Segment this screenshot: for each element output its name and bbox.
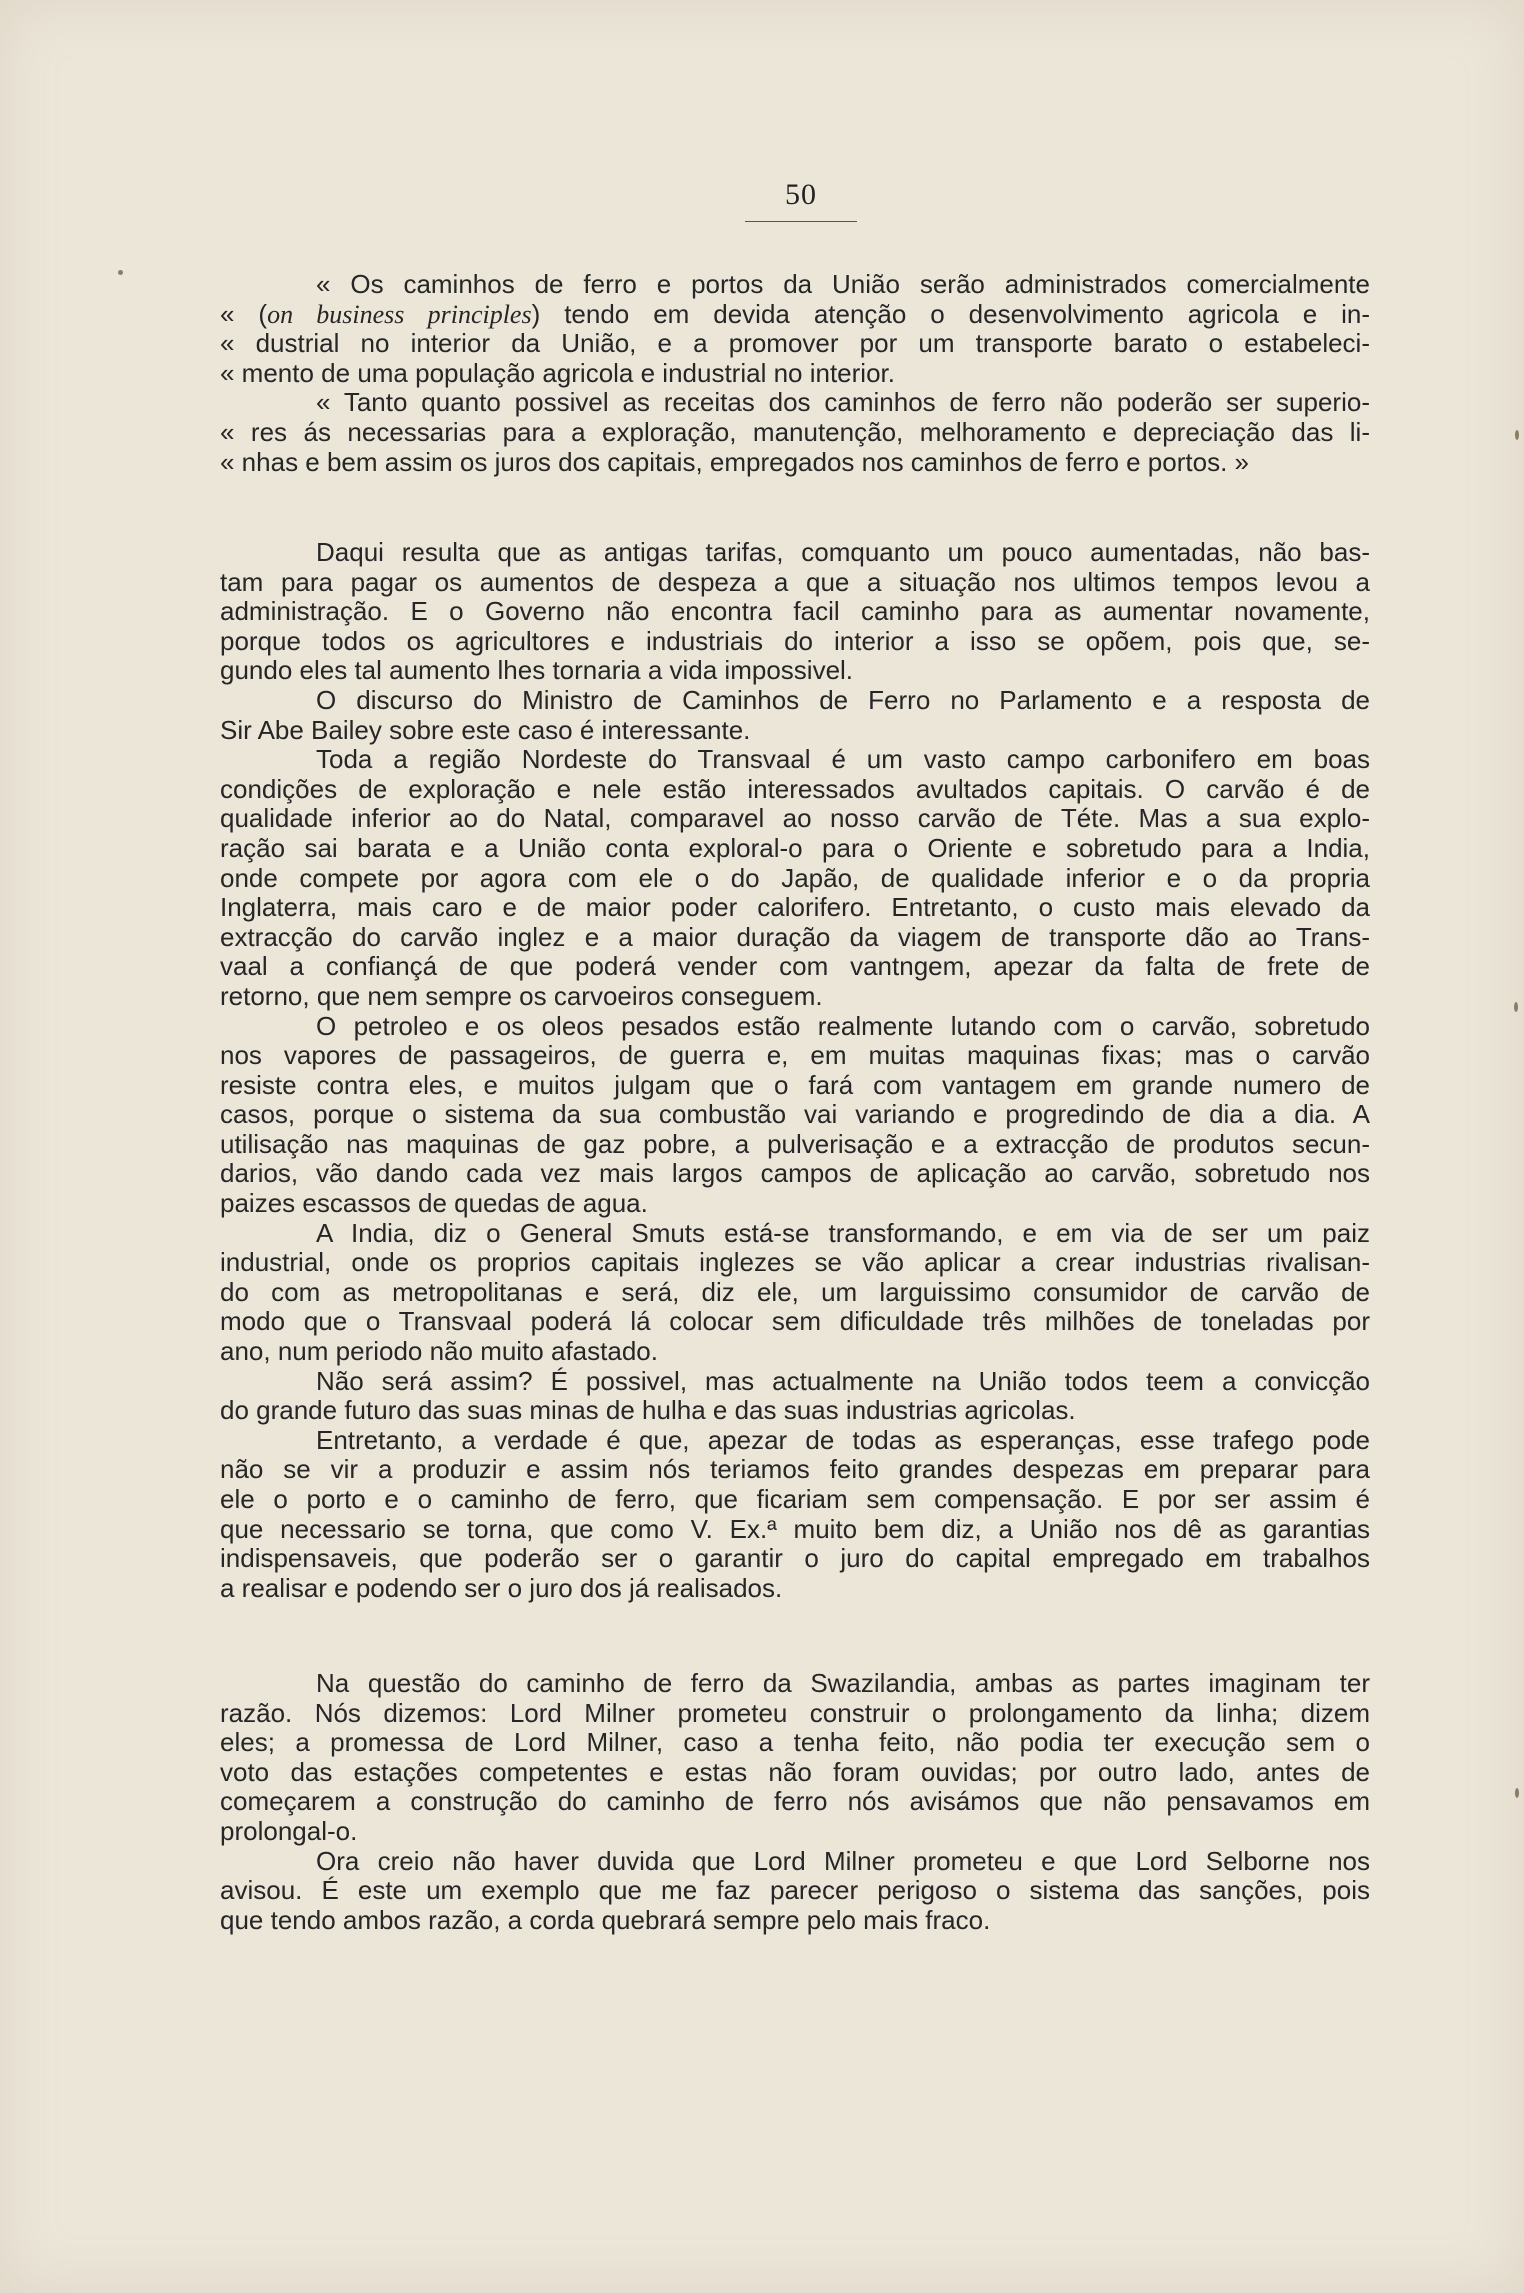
text-line: condições de exploração e nele estão interessados avultados capitais. O carvão é de <box>220 773 1370 804</box>
text-line: darios, vão dando cada vez mais largos campos de aplicação ao carvão, sobretudo nos <box>220 1158 1370 1189</box>
text-line: paizes escassos de quedas de agua. <box>220 1188 648 1219</box>
text-line: « dustrial no interior da União, e a promover por um transporte barato o estabeleci- <box>220 328 1370 359</box>
page-number: 50 <box>785 178 817 211</box>
text-line: não se vir a produzir e assim nós teriamos feito grandes despezas em preparar para <box>220 1454 1370 1485</box>
text-line: retorno, que nem sempre os carvoeiros conseguem. <box>220 980 823 1011</box>
text-line: prolongal-o. <box>220 1815 358 1846</box>
quoted-passage <box>220 270 1370 477</box>
text-line: nos vapores de passageiros, de guerra e, em muitas maquinas fixas; mas o carvão <box>220 1040 1370 1071</box>
text-line: ele o porto e o caminho de ferro, que ficariam sem compensação. E por ser assim é <box>220 1484 1370 1514</box>
text-line: Inglaterra, mais caro e de maior poder calorifero. Entretanto, o custo mais elevado da <box>220 892 1370 923</box>
text-line: casos, porque o sistema da sua combustão vai variando e progredindo de dia a dia. A <box>220 1099 1370 1130</box>
text-line: Sir Abe Bailey sobre este caso é interessante. <box>220 714 751 745</box>
text-line: extracção do carvão inglez e a maior duração da viagem de transporte dão ao Trans- <box>220 921 1370 952</box>
text-line: Na questão do caminho de ferro da Swazilandia, ambas as partes imaginam ter <box>316 1668 1370 1698</box>
text-line: gundo eles tal aumento lhes tornaria a vida impossivel. <box>220 655 854 686</box>
text-line: ração sai barata e a União conta exploral-o para o Oriente e sobretudo para a India, <box>220 832 1370 863</box>
paper-speck <box>118 270 123 275</box>
swazilandia-section <box>220 1669 1370 1935</box>
paper-speck <box>1515 1788 1519 1798</box>
text-line: indispensaveis, que poderão ser o garantir o juro do capital empregado em trabalhos <box>220 1543 1370 1574</box>
main-body <box>220 538 1370 1603</box>
text-line: avisou. É este um exemplo que me faz parecer perigoso o sistema das sanções, pois <box>220 1875 1370 1906</box>
text-line: utilisação nas maquinas de gaz pobre, a pulverisação e a extracção de produtos secun- <box>220 1128 1370 1159</box>
text-line: O petroleo e os oleos pesados estão realmente lutando com o carvão, sobretudo <box>316 1010 1370 1041</box>
text-line: a realisar e podendo ser o juro dos já realisados. <box>220 1572 783 1603</box>
text-line: do grande futuro das suas minas de hulha e das suas industrias agricolas. <box>220 1395 1076 1426</box>
text-line: razão. Nós dizemos: Lord Milner prometeu construir o prolongamento da linha; dizem <box>220 1697 1370 1728</box>
text-line: Toda a região Nordeste do Transvaal é um vasto campo carbonifero em boas <box>316 744 1370 775</box>
text-line: A India, diz o General Smuts está-se transformando, e em via de ser um paiz <box>316 1217 1370 1248</box>
paper-speck <box>1515 430 1519 440</box>
italic-phrase: on business principles <box>267 299 532 329</box>
text-line: tam para pagar os aumentos de despeza a que a situação nos ultimos tempos levou a <box>220 566 1370 597</box>
text-line: industrial, onde os proprios capitais inglezes se vão aplicar a crear industrias rivalisan- <box>220 1247 1370 1278</box>
text-line: voto das estações competentes e estas não foram ouvidas; por outro lado, antes de <box>220 1756 1370 1787</box>
text-line: « mento de uma população agricola e industrial no interior. <box>220 357 895 388</box>
text-line: modo que o Transvaal poderá lá colocar sem dificuldade três milhões de toneladas por <box>220 1306 1370 1337</box>
text-line: « nhas e bem assim os juros dos capitais, empregados nos caminhos de ferro e portos. » <box>220 446 1249 477</box>
text-line: « Tanto quanto possivel as receitas dos caminhos de ferro não poderão ser superio- <box>316 387 1370 418</box>
text-line: porque todos os agricultores e industriais do interior a isso se opõem, pois que, se- <box>220 625 1370 656</box>
text-line: onde compete por agora com ele o do Japão, de qualidade inferior e o da propria <box>220 862 1370 893</box>
text-line: Daqui resulta que as antigas tarifas, comquanto um pouco aumentadas, não bas- <box>316 537 1370 567</box>
text-line: vaal a confiançá de que poderá vender com vantngem, apezar da falta de frete de <box>220 951 1370 982</box>
text-line: « (on business principles) tendo em devida atenção o desenvolvimento agricola e in- <box>220 298 1371 329</box>
text-line: do com as metropolitanas e será, diz ele, um larguissimo consumidor de carvão de <box>220 1276 1370 1307</box>
text-line: administração. E o Governo não encontra facil caminho para as aumentar novamente, <box>220 596 1370 627</box>
text-line: eles; a promessa de Lord Milner, caso a tenha feito, não podia ter execução sem o <box>220 1727 1370 1758</box>
text-line: que tendo ambos razão, a corda quebrará sempre pelo mais fraco. <box>220 1904 991 1935</box>
text-line: qualidade inferior ao do Natal, comparavel ao nosso carvão de Téte. Mas a sua explo- <box>220 803 1370 834</box>
paper-speck <box>1514 1002 1518 1012</box>
text-line: ano, num periodo não muito afastado. <box>220 1336 658 1367</box>
page-number-rule <box>745 221 857 222</box>
text-line: O discurso do Ministro de Caminhos de Ferro no Parlamento e a resposta de <box>316 684 1370 715</box>
text-line: Ora creio não haver duvida que Lord Milner prometeu e que Lord Selborne nos <box>316 1845 1370 1876</box>
text-line: resiste contra eles, e muitos julgam que o fará com vantagem em grande numero de <box>220 1069 1370 1100</box>
text-line: Não será assim? É possivel, mas actualmente na União todos teem a convicção <box>316 1365 1370 1396</box>
text-line: começarem a construção do caminho de ferro nós avisámos que não pensavamos em <box>220 1786 1370 1817</box>
text-line: Entretanto, a verdade é que, apezar de todas as esperanças, esse trafego pode <box>316 1424 1370 1455</box>
text-line: « Os caminhos de ferro e portos da União serão administrados comercialmente <box>316 269 1370 299</box>
text-line: que necessario se torna, que como V. Ex.ª muito bem diz, a União nos dê as garantias <box>220 1513 1370 1544</box>
text-line: « res ás necessarias para a exploração, manutenção, melhoramento e depreciação das li- <box>220 416 1370 447</box>
